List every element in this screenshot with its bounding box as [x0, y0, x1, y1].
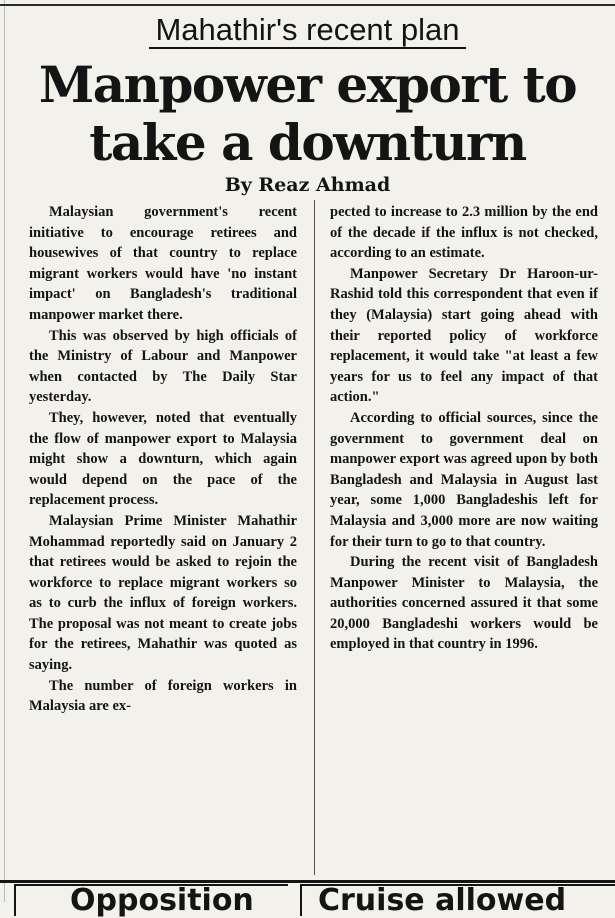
headline-line-2: take a downturn — [89, 113, 526, 172]
next-headline-partial: Cruise allowed — [318, 883, 567, 918]
paragraph: According to official sources, since the government to government deal on manpower export was agreed upon by both Bangladesh and Malaysia in August last year, some 1,000 Bangladeshis left for Malaysia and 3,000 more are now waiting for their turn to go to that country. — [330, 409, 598, 550]
paragraph: The number of foreign workers in Malaysia are ex- — [29, 677, 297, 715]
article-kicker — [0, 10, 615, 50]
right-column — [330, 202, 598, 655]
paragraph: Malaysian Prime Minister Mahathir Mohammad reportedly said on January 2 that retirees would be asked to rejoin the workforce to replace migrant workers so as to curb the influx of foreign workers. The proposal was not meant to create jobs for the retirees, Mahathir was quoted as saying. — [29, 512, 297, 674]
column-divider — [314, 200, 315, 875]
top-rule — [0, 0, 615, 6]
headline-line-1: Manpower export to — [38, 55, 577, 114]
paragraph: During the recent visit of Bangladesh Manpower Minister to Malaysia, the authorities concerned assured it that some 20,000 Bangladeshi workers would be employed in that country in 1996. — [330, 554, 598, 653]
left-column — [29, 202, 297, 717]
paragraph: They, however, noted that eventually the flow of manpower export to Malaysia might show a downturn, which again would depend on the pace of the replacement process. — [29, 409, 297, 509]
next-headline-partial: Opposition — [70, 883, 254, 918]
byline: By Reaz Ahmad — [224, 174, 391, 196]
paragraph: This was observed by high officials of the Ministry of Labour and Manpower when contacted by The Daily Star yesterday. — [29, 327, 297, 406]
paragraph: pected to increase to 2.3 million by the end of the decade if the influx is not checked, according to an estimate. — [330, 204, 598, 262]
kicker-text: Mahathir's recent plan — [149, 12, 465, 49]
article-headline — [0, 56, 615, 172]
paragraph: Malaysian government's recent initiative to encourage retirees and housewives of that country to replace migrant workers would have 'no instant impact' on Bangladesh's traditional manpower market there. — [29, 204, 297, 323]
paragraph: Manpower Secretary Dr Haroon-ur-Rashid told this correspondent that even if they (Malaysia) start going ahead with their reported policy of workforce replacement, it would take "at least a few years for us to feel any impact of that action." — [330, 265, 598, 406]
